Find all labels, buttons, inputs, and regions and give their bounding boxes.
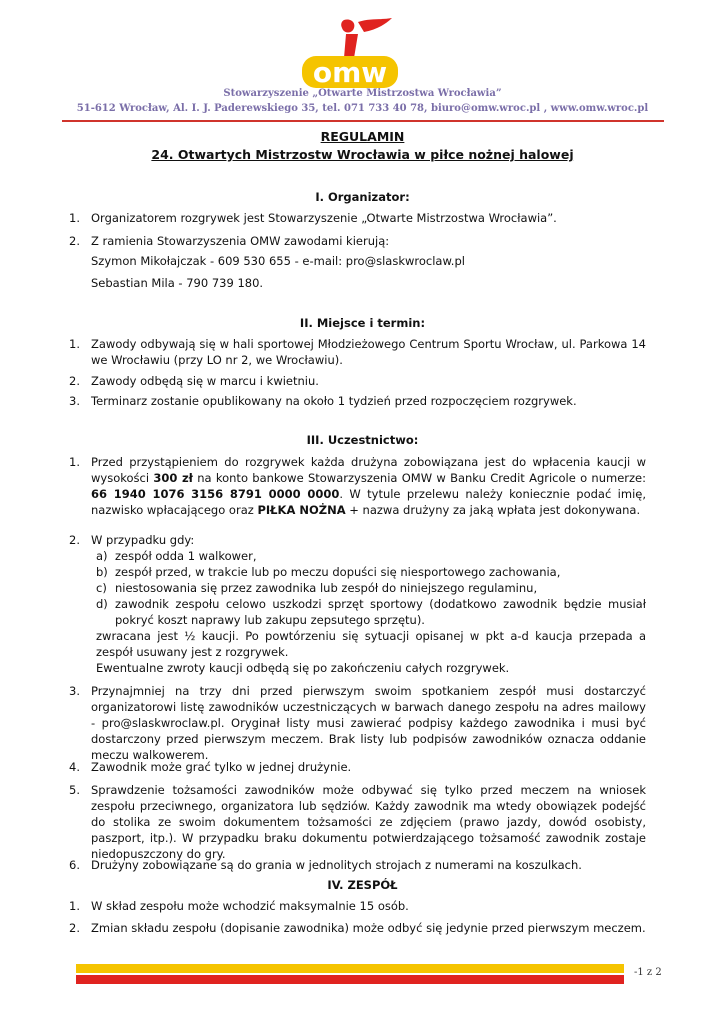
sub-item: zawodnik zespołu celowo uszkodzi sprzęt sportowy (dodatkowo zawodnik będzie musiał pokryć koszt naprawy lub zakupu zepsutego sprzętu). [115, 597, 646, 627]
deposit-note: zwracana jest ½ kaucji. Po powtórzeniu się sytuacji opisanej w pkt a-d kaucja przepada a zespół usuwany jest z rozgrywek. [96, 629, 646, 659]
sub-letter: c) [96, 581, 107, 595]
section-heading-2: II. Miejsce i termin: [299, 316, 426, 330]
org-address: 51-612 Wrocław, Al. I. J. Paderewskiego 35, tel. 071 733 40 78, biuro@omw.wroc.pl , www.omw.wroc.pl [76, 103, 649, 114]
logo-text: omw [312, 56, 388, 89]
section-heading-1: I. Organizator: [315, 190, 410, 204]
page-number: -1 z 2 [634, 967, 662, 978]
item-number: 2. [69, 234, 80, 248]
list-item: Zawody odbędą się w marcu i kwietniu. [91, 374, 319, 388]
list-item: Zawody odbywają się w hali sportowej Młodzieżowego Centrum Sportu Wrocław, ul. Parkowa 14 we Wrocławiu (przy LO nr 2, we Wrocławiu). [91, 337, 646, 367]
list-item: Zmian składu zespołu (dopisanie zawodnika) może odbyć się jedynie przed pierwszym meczem. [91, 921, 646, 935]
contact-line: Szymon Mikołajczak - 609 530 655 - e-mail: pro@slaskwroclaw.pl [91, 254, 465, 268]
deposit-return-note: Ewentualne zwroty kaucji odbędą się po zakończeniu całych rozgrywek. [96, 661, 510, 675]
item-number: 6. [69, 858, 80, 872]
sub-item: zespół przed, w trakcie lub po meczu dopuści się niesportowego zachowania, [115, 565, 561, 579]
contact-line: Sebastian Mila - 790 739 180. [91, 276, 264, 290]
item-number: 2. [69, 533, 80, 547]
section-heading-3: III. Uczestnictwo: [306, 433, 419, 447]
item-number: 3. [69, 684, 80, 698]
item-number: 1. [69, 899, 80, 913]
item-number: 1. [69, 211, 80, 225]
omw-logo [300, 16, 400, 90]
list-item: Zawodnik może grać tylko w jednej drużynie. [91, 760, 352, 774]
sub-letter: b) [96, 565, 108, 579]
item-number: 4. [69, 760, 80, 774]
item-number: 1. [69, 455, 80, 469]
item-number: 2. [69, 374, 80, 388]
list-item: Terminarz zostanie opublikowany na około 1 tydzień przed rozpoczęciem rozgrywek. [91, 394, 577, 408]
list-item: Organizatorem rozgrywek jest Stowarzyszenie „Otwarte Mistrzostwa Wrocławia”. [91, 211, 557, 225]
header-rule [62, 120, 664, 122]
item-number: 2. [69, 921, 80, 935]
sub-letter: d) [96, 597, 108, 611]
list-item: Drużyny zobowiązane są do grania w jednolitych strojach z numerami na koszulkach. [91, 858, 582, 872]
footer-bar-red [76, 975, 624, 984]
item-number: 5. [69, 783, 80, 797]
doc-title: REGULAMIN [320, 129, 405, 144]
sub-item: zespół odda 1 walkower, [115, 549, 257, 563]
list-item: W skład zespołu może wchodzić maksymalnie 15 osób. [91, 899, 409, 913]
list-item: W przypadku gdy: [91, 533, 195, 547]
sub-letter: a) [96, 549, 108, 563]
org-name: Stowarzyszenie „Otwarte Mistrzostwa Wrocławia” [223, 88, 502, 99]
list-item: Sprawdzenie tożsamości zawodników może odbywać się tylko przed meczem na wniosek zespołu przeciwnego, organizatora lub sędziów. Każdy zawodnik ma wtedy obowiązek podejść do stolika ze swoim dokumentem tożsamości ze zdjęciem (prawo jazdy, dowód osobisty, paszport, itp.). W przypadku braku dokumentu potwierdzającego tożsamość zawodnik zostaje niedopuszczony do gry. [91, 783, 646, 861]
list-item: Z ramienia Stowarzyszenia OMW zawodami kierują: [91, 234, 390, 248]
item-number: 3. [69, 394, 80, 408]
list-item: Przynajmniej na trzy dni przed pierwszym swoim spotkaniem zespół musi dostarczyć organizatorowi listę zawodników uczestniczących w barwach danego zespołu na adres mailowy - pro@slaskwroclaw.pl. Oryginał listy musi zawierać podpisy każdego zawodnika i musi być dostarczony przed pierwszym meczem. Brak listy lub podpisów zawodników oznacza oddanie meczu walkowerem. [91, 684, 646, 762]
footer-bar-yellow [76, 964, 624, 973]
doc-subtitle: 24. Otwartych Mistrzostw Wrocławia w piłce nożnej halowej [151, 147, 574, 162]
list-item: Przed przystąpieniem do rozgrywek każda drużyna zobowiązana jest do wpłacenia kaucji w wysokości 300 zł na konto bankowe Stowarzyszenia OMW w Banku Credit Agricole o numerze: 66 1940 1076 3156 8791 0000 0000. W tytule przelewu należy koniecznie podać imię, nazwisko wpłacającego oraz PIŁKA NOŻNA + nazwa drużyny za jaką wpłata jest dokonywana. [91, 455, 646, 517]
sub-item: niestosowania się przez zawodnika lub zespół do niniejszego regulaminu, [115, 581, 538, 595]
section-heading-4: IV. ZESPÓŁ [327, 878, 398, 892]
item-number: 1. [69, 337, 80, 351]
